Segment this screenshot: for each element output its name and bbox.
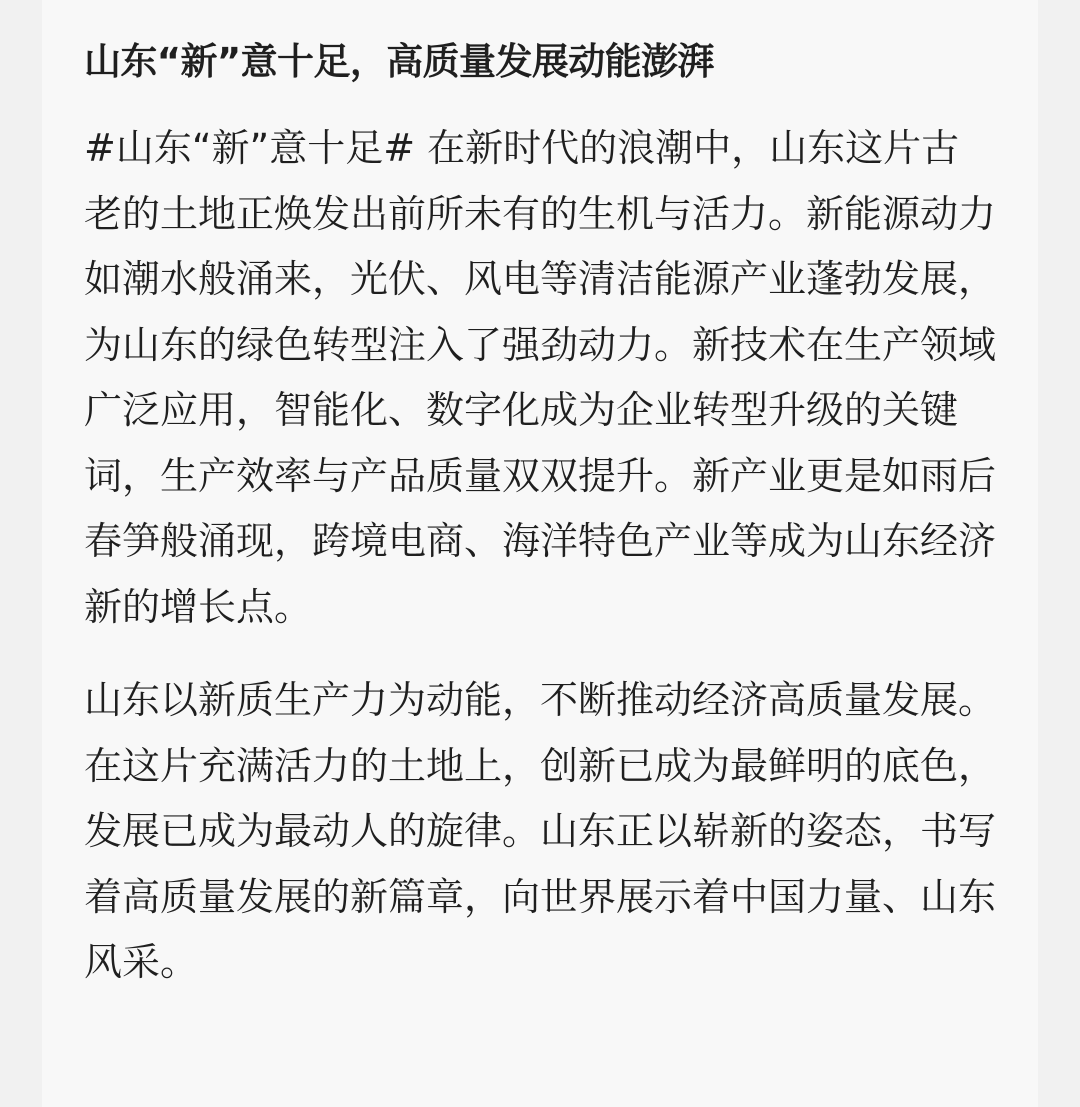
topic-hashtag[interactable]: #山东“新”意十足# bbox=[84, 126, 416, 170]
article-card bbox=[42, 0, 1038, 1107]
paragraph-1-text: 在新时代的浪潮中，山东这片古老的土地正焕发出前所未有的生机与活力。新能源动力如潮水般涌来，光伏、风电等清洁能源产业蓬勃发展，为山东的绿色转型注入了强劲动力。新技术在生产领域广泛应用，智能化、数字化成为企业转型升级的关键词，生产效率与产品质量双双提升。新产业更是如雨后春笋般涌现，跨境电商、海洋特色产业等成为山东经济新的增长点。 bbox=[84, 126, 997, 629]
article-paragraph-1 bbox=[84, 116, 996, 640]
article-title: 山东“新”意十足，高质量发展动能澎湃 bbox=[84, 40, 714, 83]
article-paragraph-2: 山东以新质生产力为动能，不断推动经济高质量发展。在这片充满活力的土地上，创新已成为最鲜明的底色，发展已成为最动人的旋律。山东正以崭新的姿态，书写着高质量发展的新篇章，向世界展示着中国力量、山东风采。 bbox=[84, 678, 997, 984]
